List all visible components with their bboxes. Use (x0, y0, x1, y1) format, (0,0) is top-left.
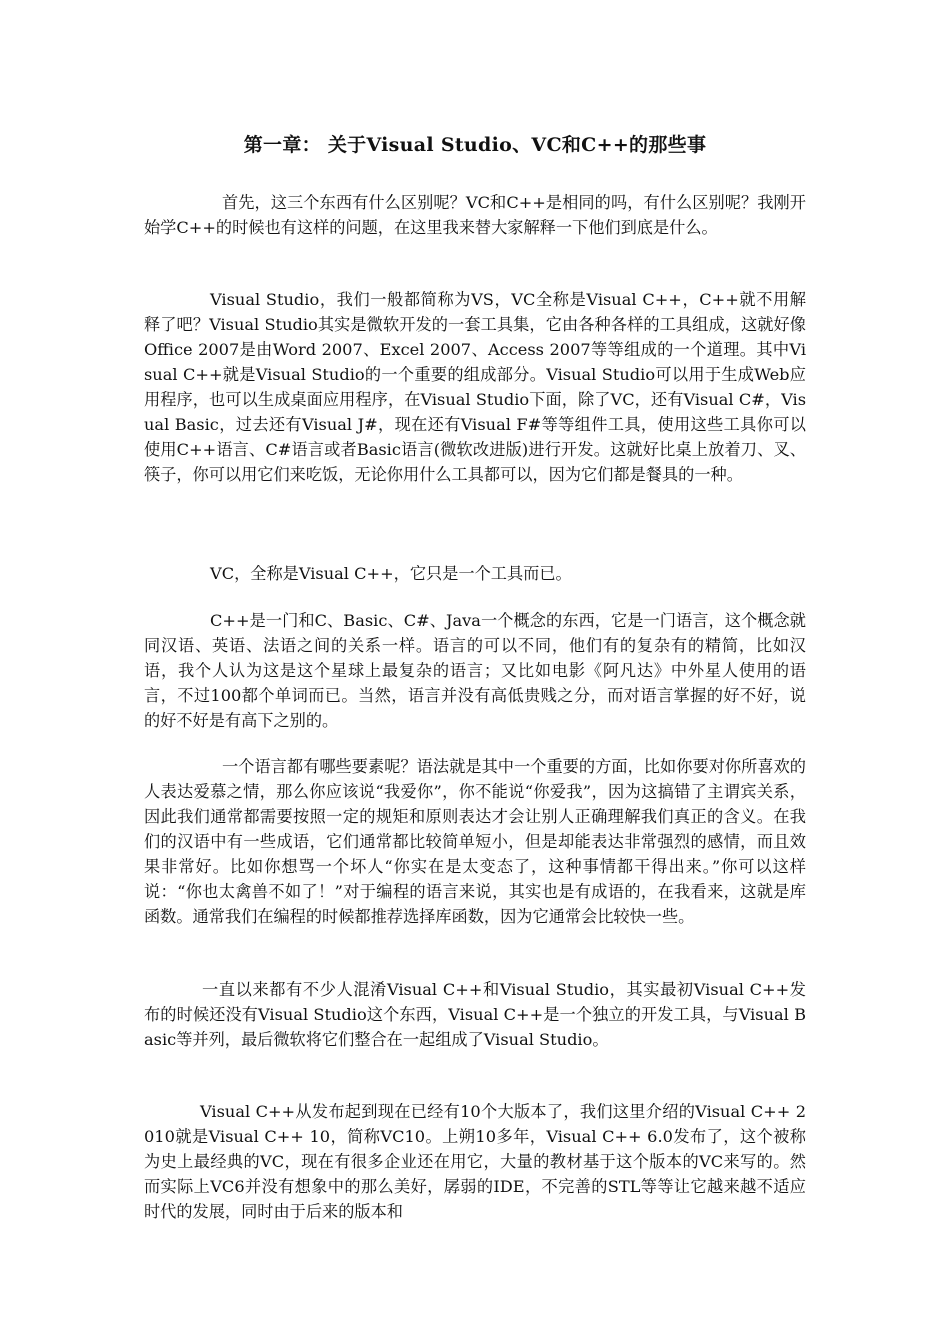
paragraph-cpp-language: C++是一门和C、Basic、C#、Java一个概念的东西，它是一门语言，这个概念就同汉语、英语、法语之间的关系一样。语言的可以不同，他们有的复杂有的精简，比如汉语，我个人认为这是这个星球上最复杂的语言；又比如电影《阿凡达》中外星人使用的语言，不过100都个单词而已。当然，语言并没有高低贵贱之分，而对语言掌握的好不好，说的好不好是有高下之别的。 (144, 611, 806, 730)
paragraph-language-elements: 一个语言都有哪些要素呢？语法就是其中一个重要的方面，比如你要对你所喜欢的人表达爱慕之情，那么你应该说“我爱你”，你不能说“你爱我”，因为这搞错了主谓宾关系，因此我们通常都需要按照一定的规矩和原则表达才会让别人正确理解我们真正的含义。在我们的汉语中有一些成语，它们通常都比较简单短小，但是却能表达非常强烈的感情，而且效果非常好。比如你想骂一个坏人“你实在是太变态了，这种事情都干得出来。”你可以这样说：“你也太禽兽不如了！”对于编程的语言来说，其实也是有成语的，在我看来，这就是库函数。通常我们在编程的时候都推荐选择库函数，因为它通常会比较快一些。 (144, 757, 806, 926)
paragraph-history: 一直以来都有不少人混淆Visual C++和Visual Studio，其实最初Visual C++发布的时候还没有Visual Studio这个东西，Visual C++是一个独立的开发工具，与Visual Basic等并列，最后微软将它们整合在一起组成了Visual Studio。 (144, 980, 806, 1049)
paragraph-visual-studio: Visual Studio，我们一般都简称为VS，VC全称是Visual C++，C++就不用解释了吧？Visual Studio其实是微软开发的一套工具集，它由各种各样的工具组成，这就好像Office 2007是由Word 2007、Excel 2007、Access 2007等等组成的一个道理。其中Visual C++就是Visual Studio的一个重要的组成部分。Visual Studio可以用于生成Web应用程序，也可以生成桌面应用程序，在Visual Studio下面，除了VC，还有Visual C#，Visual Basic，过去还有Visual J#，现在还有Visual F#等等组件工具，使用这些工具你可以使用C++语言、C#语言或者Basic语言(微软改进版)进行开发。这就好比桌上放着刀、叉、筷子，你可以用它们来吃饭，无论你用什么工具都可以，因为它们都是餐具的一种。 (144, 290, 806, 484)
paragraph-vc-definition: VC，全称是Visual C++，它只是一个工具而已。 (210, 564, 572, 583)
paragraph-versions: Visual C++从发布起到现在已经有10个大版本了，我们这里介绍的Visual C++ 2010就是Visual C++ 10，简称VC10。上朔10多年，Visual C++ 6.0发布了，这个被称为史上最经典的VC，现在有很多企业还在用它，大量的教材基于这个版本的VC来写的。然而实际上VC6并没有想象中的那么美好，孱弱的IDE，不完善的STL等等让它越来越不适应时代的发展，同时由于后来的版本和 (144, 1102, 806, 1221)
paragraph-intro: 首先，这三个东西有什么区别呢？VC和C++是相同的吗，有什么区别呢？我刚开始学C++的时候也有这样的问题，在这里我来替大家解释一下他们到底是什么。 (144, 193, 806, 237)
chapter-title: 第一章： 关于Visual Studio、VC和C++的那些事 (243, 134, 707, 156)
